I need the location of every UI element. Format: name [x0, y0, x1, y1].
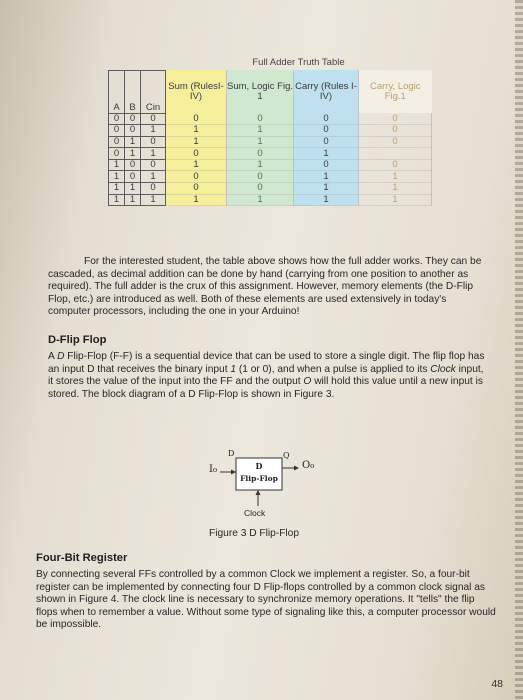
cell-carry-logic: 1: [359, 183, 432, 195]
input-label: I₀: [209, 464, 217, 475]
box-title: D: [255, 461, 263, 471]
cell-sum-logic: 0: [227, 148, 294, 160]
cell-cin: 1: [141, 171, 166, 183]
pin-d-label: D: [228, 449, 235, 458]
clock-arrow-icon: [256, 490, 261, 495]
register-paragraph: By connecting several FFs controlled by a common Clock we implement a register. So, a four-bit register can be implemented by connecting four D Flip-flops controlled by a common clock signal as shown in Figure 4. The clock line is necessary to synchronize memory operations. It "tells" the flip flops when to remember a value. Without some type of signaling like this, a computer processor would be impossible.: [36, 569, 496, 631]
cell-b: 1: [125, 183, 141, 195]
cell-sum-rules: 0: [166, 148, 227, 160]
header-a: A: [109, 70, 125, 113]
cell-a: 0: [109, 136, 125, 148]
header-sum-rules: Sum (RulesI-IV): [166, 70, 227, 113]
cell-sum-logic: 1: [227, 125, 294, 137]
header-sum-logic: Sum, Logic Fig. 1: [227, 70, 294, 113]
header-carry-logic: Carry, Logic Fig.1: [359, 70, 432, 113]
cell-carry-logic: 1: [359, 171, 432, 183]
cell-a: 1: [109, 183, 125, 195]
cell-a: 1: [109, 159, 125, 171]
cell-a: 1: [109, 171, 125, 183]
cell-carry-logic: 0: [359, 136, 432, 148]
cell-sum-logic: 1: [227, 159, 294, 171]
cell-sum-rules: 1: [166, 136, 227, 148]
cell-carry-rules: 0: [294, 136, 359, 148]
cell-carry-rules: 0: [294, 113, 359, 125]
cell-b: 1: [125, 148, 141, 160]
cell-carry-logic: 1: [359, 194, 432, 206]
cell-carry-logic: 0: [359, 159, 432, 171]
cell-carry-rules: 1: [294, 171, 359, 183]
cell-b: 0: [125, 113, 141, 125]
dff-paragraph: A D Flip-Flop (F-F) is a sequential device that can be used to store a single digit. The flip flop has an input D that receives the binary input 1 (1 or 0), and when a pulse is applied to its Clock input, it stores the value of the input into the FF and the output O will hold this value until a new input is stored. The block diagram of a D Flip-Flop is shown in Figure 3.: [48, 351, 485, 400]
cell-sum-logic: 0: [227, 183, 294, 195]
cell-b: 1: [125, 194, 141, 206]
cell-cin: 0: [141, 159, 166, 171]
page-number: 48: [491, 678, 503, 690]
cell-sum-rules: 0: [166, 171, 227, 183]
register-heading: Four-Bit Register: [36, 552, 128, 564]
cell-cin: 1: [141, 194, 166, 206]
pin-q-label: Q: [283, 451, 290, 460]
cell-a: 0: [109, 148, 125, 160]
cell-carry-rules: 0: [294, 159, 359, 171]
cell-sum-rules: 0: [166, 113, 227, 125]
cell-a: 0: [109, 125, 125, 137]
cell-cin: 0: [141, 136, 166, 148]
table-title: Full Adder Truth Table: [252, 57, 345, 69]
cell-carry-rules: 1: [294, 148, 359, 160]
cell-carry-rules: 1: [294, 183, 359, 195]
cell-b: 0: [125, 125, 141, 137]
output-label: O₀: [302, 460, 315, 471]
box-subtitle: Flip-Flop: [240, 474, 278, 483]
cell-cin: 1: [141, 125, 166, 137]
dff-heading: D-Flip Flop: [48, 334, 107, 346]
cell-cin: 0: [141, 113, 166, 125]
intro-paragraph: For the interested student, the table above shows how the full adder works. They can be cascaded, as decimal addition can be done by hand (carrying from one position to another as required). The full adder is the crux of this assignment. However, memory elements (the D-Flip Flop, etc.) are introduced as well. Both of these elements are used extensively in today's computer processors, including the one in your Arduino!: [48, 256, 482, 318]
cell-a: 0: [109, 113, 125, 125]
cell-b: 0: [125, 171, 141, 183]
figure-caption: Figure 3 D Flip-Flop: [209, 528, 300, 539]
cell-sum-rules: 0: [166, 183, 227, 195]
cell-a: 1: [109, 194, 125, 206]
header-cin: Cin: [141, 70, 166, 113]
cell-carry-rules: 0: [294, 125, 359, 137]
cell-sum-rules: 1: [166, 125, 227, 137]
cell-sum-logic: 1: [227, 194, 294, 206]
cell-sum-logic: 0: [227, 171, 294, 183]
cell-b: 1: [125, 136, 141, 148]
cell-sum-logic: 0: [227, 113, 294, 125]
output-arrow-icon: [294, 466, 299, 471]
cell-cin: 1: [141, 148, 166, 160]
cell-carry-logic: 0: [359, 113, 432, 125]
cell-cin: 0: [141, 183, 166, 195]
cell-sum-rules: 1: [166, 194, 227, 206]
header-carry-rules: Carry (Rules I-IV): [294, 70, 359, 113]
cell-carry-logic: 0: [359, 125, 432, 137]
cell-sum-rules: 1: [166, 159, 227, 171]
cell-sum-logic: 1: [227, 136, 294, 148]
header-b: B: [125, 70, 141, 113]
clock-label: Clock: [244, 508, 266, 518]
cell-b: 0: [125, 159, 141, 171]
cell-carry-rules: 1: [294, 194, 359, 206]
